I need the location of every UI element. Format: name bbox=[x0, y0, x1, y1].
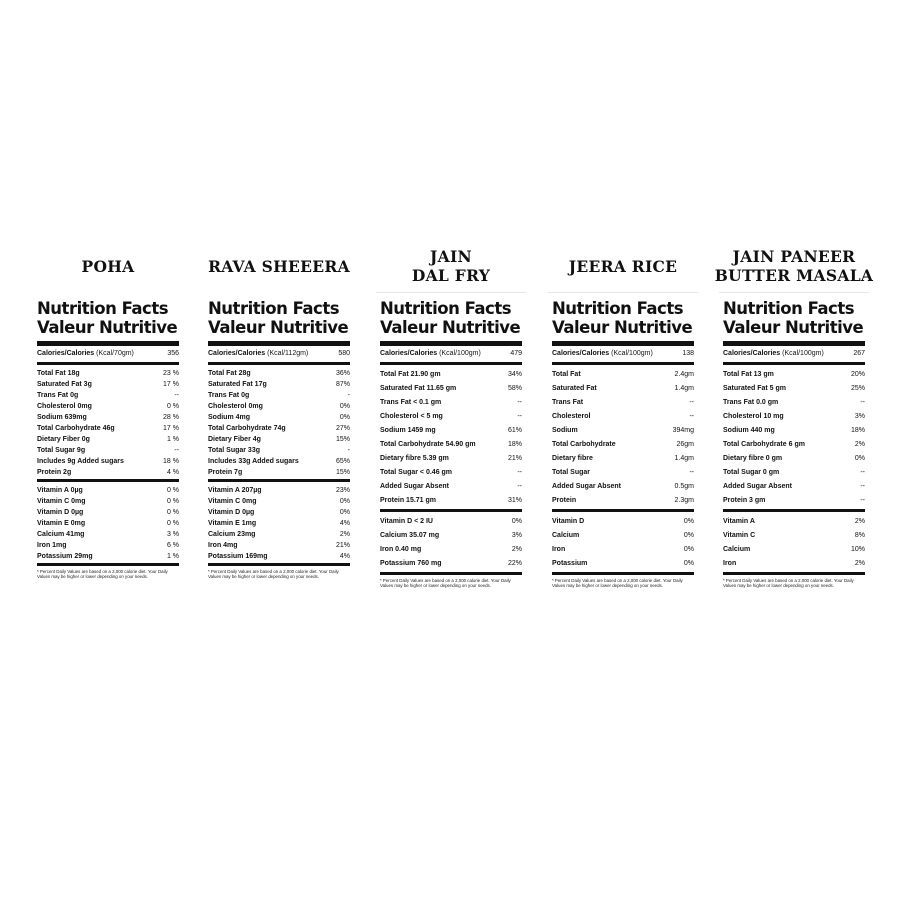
vitamin-row bbox=[380, 543, 522, 557]
nutrient-row bbox=[723, 424, 865, 438]
nutrient-name: Added Sugar Absent bbox=[723, 483, 792, 490]
nutrient-row bbox=[723, 396, 865, 410]
nutrient-row bbox=[380, 466, 522, 480]
vitamin-row bbox=[37, 485, 179, 496]
valeur-nutritive-heading: Valeur Nutritive bbox=[380, 318, 521, 337]
nutrient-row bbox=[208, 401, 350, 412]
calories-row bbox=[208, 346, 350, 362]
nutrient-name: Total Carbohydrate 74g bbox=[208, 425, 286, 432]
nutrient-row bbox=[380, 410, 522, 424]
vitamin-name: Iron bbox=[552, 546, 566, 553]
nutrient-value: 25% bbox=[850, 385, 865, 392]
calories-label: Calories/Calories bbox=[552, 350, 610, 357]
nutrient-value: 18% bbox=[507, 441, 522, 448]
vitamin-list bbox=[380, 512, 522, 572]
vitamin-name: Iron 1mg bbox=[37, 542, 67, 549]
nutrient-row bbox=[723, 466, 865, 480]
vitamin-name: Vitamin D bbox=[552, 518, 585, 525]
vitamin-row bbox=[208, 518, 350, 529]
vitamin-value: 2% bbox=[511, 546, 522, 553]
vitamin-name: Potassium 29mg bbox=[37, 553, 93, 560]
vitamin-name: Iron 0.40 mg bbox=[380, 546, 422, 553]
product-title-line: JEERA RICE bbox=[568, 256, 678, 276]
vitamin-list bbox=[552, 512, 694, 572]
footnote: * Percent Daily Values are based on a 2,000 calorie diet. Your Daily Values may be higher or lower depending on your needs. bbox=[723, 578, 854, 589]
nutrient-list bbox=[208, 365, 350, 479]
vitamin-name: Vitamin D < 2 IU bbox=[380, 518, 433, 525]
nutrient-row bbox=[380, 480, 522, 494]
nutrient-name: Total Carbohydrate 54.90 gm bbox=[380, 441, 476, 448]
vitamin-name: Calcium 23mg bbox=[208, 531, 256, 538]
valeur-nutritive-heading: Valeur Nutritive bbox=[208, 318, 349, 337]
nutrient-row bbox=[37, 423, 179, 434]
nutrient-value: 394mg bbox=[672, 427, 694, 434]
vitamin-row bbox=[37, 507, 179, 518]
vitamin-name: Calcium bbox=[552, 532, 580, 539]
nutrient-row bbox=[208, 423, 350, 434]
nutrient-name: Cholesterol < 5 mg bbox=[380, 413, 443, 420]
nutrient-value: -- bbox=[517, 399, 522, 406]
vitamin-row bbox=[552, 515, 694, 529]
nutrition-facts-table bbox=[552, 293, 694, 589]
vitamin-value: 0% bbox=[511, 518, 522, 525]
calories-value: 580 bbox=[338, 350, 350, 357]
valeur-nutritive-heading: Valeur Nutritive bbox=[552, 318, 693, 337]
nutrient-name: Total Fat 21.90 gm bbox=[380, 371, 441, 378]
nutrient-name: Dietary Fiber 0g bbox=[37, 436, 90, 443]
vitamin-value: 0% bbox=[683, 560, 694, 567]
vitamin-name: Vitamin A bbox=[723, 518, 755, 525]
nutrient-row bbox=[37, 368, 179, 379]
nutrient-row bbox=[208, 467, 350, 478]
vitamin-row bbox=[380, 515, 522, 529]
vitamin-name: Calcium bbox=[723, 546, 751, 553]
nutrient-name: Total Sugar bbox=[552, 469, 590, 476]
nutrient-value: -- bbox=[860, 469, 865, 476]
vitamin-value: 0% bbox=[683, 518, 694, 525]
vitamin-row bbox=[723, 543, 865, 557]
nutrient-value: 0% bbox=[339, 414, 350, 421]
nutrition-panel-rava-sheeera bbox=[208, 240, 350, 580]
nutrient-name: Total Sugar 0 gm bbox=[723, 469, 780, 476]
nutrient-row bbox=[208, 445, 350, 456]
nutrient-name: Protein 2g bbox=[37, 469, 72, 476]
nutrient-name: Includes 33g Added sugars bbox=[208, 458, 299, 465]
vitamin-value: 2% bbox=[854, 518, 865, 525]
nutrient-value: 1 % bbox=[166, 436, 179, 443]
nutrient-row bbox=[37, 456, 179, 467]
nutrient-name: Trans Fat 0g bbox=[37, 392, 79, 399]
nutrient-name: Protein 3 gm bbox=[723, 497, 766, 504]
nutrient-row bbox=[723, 438, 865, 452]
nutrient-row bbox=[723, 494, 865, 508]
nutrient-name: Cholesterol 0mg bbox=[37, 403, 92, 410]
nutrient-value: 18% bbox=[850, 427, 865, 434]
nutrient-row bbox=[380, 424, 522, 438]
nutrient-row bbox=[37, 467, 179, 478]
nutrient-value: 17 % bbox=[163, 381, 179, 388]
nutrient-list bbox=[37, 365, 179, 479]
nutrient-row bbox=[37, 412, 179, 423]
nutrient-row bbox=[552, 368, 694, 382]
nutrient-name: Total Fat 18g bbox=[37, 370, 80, 377]
nutrient-value: 58% bbox=[507, 385, 522, 392]
vitamin-row bbox=[723, 515, 865, 529]
nutrient-row bbox=[380, 438, 522, 452]
nutrient-row bbox=[552, 494, 694, 508]
vitamin-name: Potassium 169mg bbox=[208, 553, 268, 560]
nutrient-row bbox=[552, 424, 694, 438]
vitamin-value: 6 % bbox=[166, 542, 179, 549]
nutrient-row bbox=[37, 390, 179, 401]
nutrient-name: Sodium bbox=[552, 427, 578, 434]
nutrient-name: Sodium 440 mg bbox=[723, 427, 775, 434]
nutrient-value: -- bbox=[860, 483, 865, 490]
nutrient-value: 2.4gm bbox=[674, 371, 694, 378]
vitamin-value: 0% bbox=[339, 509, 350, 516]
nutrient-name: Dietary Fiber 4g bbox=[208, 436, 261, 443]
nutrient-value: 34% bbox=[507, 371, 522, 378]
product-title bbox=[37, 240, 179, 292]
nutrient-value: 36% bbox=[335, 370, 350, 377]
nutrient-name: Saturated Fat bbox=[552, 385, 597, 392]
nutrient-value: -- bbox=[689, 413, 694, 420]
vitamin-row bbox=[37, 518, 179, 529]
nutrient-name: Saturated Fat 11.65 gm bbox=[380, 385, 457, 392]
vitamin-name: Vitamin D 0µg bbox=[208, 509, 255, 516]
nutrient-value: -- bbox=[517, 469, 522, 476]
nutrient-value: 1.4gm bbox=[674, 385, 694, 392]
vitamin-row bbox=[723, 557, 865, 571]
vitamin-row bbox=[208, 540, 350, 551]
valeur-nutritive-heading: Valeur Nutritive bbox=[37, 318, 178, 337]
nutrient-row bbox=[380, 382, 522, 396]
nutrient-value: 1.4gm bbox=[674, 455, 694, 462]
nutrition-panel-jeera-rice bbox=[552, 240, 694, 589]
nutrient-value: 23 % bbox=[163, 370, 179, 377]
nutrient-name: Total Fat 28g bbox=[208, 370, 251, 377]
nutrition-facts-table bbox=[37, 293, 179, 580]
nutrient-list bbox=[723, 365, 865, 509]
valeur-nutritive-heading: Valeur Nutritive bbox=[723, 318, 864, 337]
nutrient-value: 2% bbox=[854, 441, 865, 448]
nutrient-row bbox=[208, 456, 350, 467]
product-title-line: DAL FRY bbox=[411, 266, 491, 285]
nutrient-value: 0% bbox=[339, 403, 350, 410]
nutrient-list bbox=[552, 365, 694, 509]
nutrition-panel-jain-paneer-butter-masala bbox=[714, 240, 874, 589]
vitamin-value: 0% bbox=[683, 532, 694, 539]
product-title bbox=[208, 240, 350, 292]
nutrient-row bbox=[37, 434, 179, 445]
vitamin-name: Vitamin A 0µg bbox=[37, 487, 83, 494]
vitamin-value: 3% bbox=[511, 532, 522, 539]
nutrient-value: 15% bbox=[335, 469, 350, 476]
vitamin-name: Iron bbox=[723, 560, 737, 567]
nutrition-panel-poha bbox=[37, 240, 179, 580]
nutrient-name: Added Sugar Absent bbox=[380, 483, 449, 490]
nutrient-name: Total Fat 13 gm bbox=[723, 371, 774, 378]
nutrient-row bbox=[380, 368, 522, 382]
nutrition-facts-heading: Nutrition Facts bbox=[723, 299, 855, 318]
calories-row bbox=[552, 346, 694, 362]
calories-value: 138 bbox=[682, 350, 694, 357]
nutrient-value: - bbox=[347, 392, 350, 399]
nutrient-name: Trans Fat < 0.1 gm bbox=[380, 399, 442, 406]
nutrient-value: 28 % bbox=[163, 414, 179, 421]
nutrient-row bbox=[723, 382, 865, 396]
calories-label: Calories/Calories bbox=[380, 350, 438, 357]
nutrient-name: Cholesterol bbox=[552, 413, 591, 420]
nutrient-name: Protein 7g bbox=[208, 469, 243, 476]
nutrient-name: Total Carbohydrate 46g bbox=[37, 425, 115, 432]
product-title-line: POHA bbox=[81, 256, 135, 276]
nutrition-facts-heading: Nutrition Facts bbox=[380, 299, 512, 318]
nutrient-row bbox=[723, 410, 865, 424]
vitamin-row bbox=[552, 543, 694, 557]
nutrient-value: -- bbox=[174, 392, 179, 399]
calories-unit: (Kcal/112gm) bbox=[267, 350, 309, 357]
calories-unit: (Kcal/100gm) bbox=[611, 350, 653, 357]
vitamin-name: Potassium bbox=[552, 560, 588, 567]
vitamin-value: 0% bbox=[339, 498, 350, 505]
nutrient-row bbox=[37, 445, 179, 456]
vitamin-row bbox=[552, 557, 694, 571]
vitamin-name: Vitamin A 207µg bbox=[208, 487, 262, 494]
vitamin-name: Vitamin C bbox=[723, 532, 756, 539]
nutrient-value: 27% bbox=[335, 425, 350, 432]
vitamin-name: Vitamin E 0mg bbox=[37, 520, 86, 527]
vitamin-row bbox=[723, 529, 865, 543]
vitamin-name: Vitamin E 1mg bbox=[208, 520, 257, 527]
nutrient-name: Total Carbohydrate bbox=[552, 441, 616, 448]
product-title-line: JAIN PANEER bbox=[732, 247, 856, 266]
nutrition-panel-jain-dal-fry bbox=[380, 240, 522, 589]
vitamin-row bbox=[208, 551, 350, 562]
vitamin-name: Calcium 35.07 mg bbox=[380, 532, 440, 539]
vitamin-row bbox=[208, 507, 350, 518]
calories-row bbox=[380, 346, 522, 362]
nutrient-name: Added Sugar Absent bbox=[552, 483, 621, 490]
vitamin-value: 0% bbox=[683, 546, 694, 553]
nutrient-value: 0% bbox=[854, 455, 865, 462]
vitamin-value: 2% bbox=[339, 531, 350, 538]
product-title-line: JAIN bbox=[430, 247, 472, 266]
vitamin-name: Vitamin D 0µg bbox=[37, 509, 84, 516]
vitamin-row bbox=[208, 485, 350, 496]
vitamin-value: 0 % bbox=[166, 509, 179, 516]
nutrient-value: 2.3gm bbox=[674, 497, 694, 504]
nutrient-list bbox=[380, 365, 522, 509]
nutrient-name: Cholesterol 10 mg bbox=[723, 413, 784, 420]
vitamin-value: 4% bbox=[339, 520, 350, 527]
nutrient-value: 18 % bbox=[163, 458, 179, 465]
vitamin-list bbox=[208, 482, 350, 563]
product-title bbox=[714, 240, 874, 292]
calories-label: Calories/Calories bbox=[723, 350, 781, 357]
vitamin-value: 8% bbox=[854, 532, 865, 539]
nutrient-name: Protein 15.71 gm bbox=[380, 497, 437, 504]
calories-label: Calories/Calories bbox=[208, 350, 266, 357]
nutrient-name: Trans Fat bbox=[552, 399, 584, 406]
nutrient-value: 87% bbox=[335, 381, 350, 388]
nutrient-value: - bbox=[347, 447, 350, 454]
nutrient-value: 0 % bbox=[166, 403, 179, 410]
nutrient-row bbox=[552, 452, 694, 466]
nutrient-name: Dietary fibre 5.39 gm bbox=[380, 455, 449, 462]
vitamin-value: 2% bbox=[854, 560, 865, 567]
vitamin-value: 22% bbox=[507, 560, 522, 567]
vitamin-name: Vitamin C 0mg bbox=[208, 498, 257, 505]
nutrient-name: Dietary fibre bbox=[552, 455, 593, 462]
vitamin-list bbox=[723, 512, 865, 572]
nutrient-value: -- bbox=[860, 399, 865, 406]
calories-value: 356 bbox=[167, 350, 179, 357]
vitamin-row bbox=[37, 529, 179, 540]
nutrient-name: Saturated Fat 5 gm bbox=[723, 385, 787, 392]
nutrient-name: Total Carbohydrate 6 gm bbox=[723, 441, 805, 448]
footnote: * Percent Daily Values are based on a 2,000 calorie diet. Your Daily Values may be higher or lower depending on your needs. bbox=[208, 569, 339, 580]
calories-unit: (Kcal/100gm) bbox=[439, 350, 481, 357]
footnote: * Percent Daily Values are based on a 2,000 calorie diet. Your Daily Values may be higher or lower depending on your needs. bbox=[552, 578, 683, 589]
nutrient-value: 65% bbox=[335, 458, 350, 465]
nutrient-row bbox=[552, 466, 694, 480]
nutrient-name: Includes 9g Added sugars bbox=[37, 458, 124, 465]
nutrient-value: 26gm bbox=[676, 441, 694, 448]
nutrient-name: Sodium 639mg bbox=[37, 414, 87, 421]
nutrient-value: -- bbox=[860, 497, 865, 504]
nutrition-facts-heading: Nutrition Facts bbox=[208, 299, 340, 318]
product-title bbox=[552, 240, 694, 292]
product-title-line: RAVA SHEEERA bbox=[208, 256, 350, 276]
nutrient-row bbox=[552, 382, 694, 396]
nutrient-value: 3% bbox=[854, 413, 865, 420]
nutrient-row bbox=[208, 368, 350, 379]
nutrient-row bbox=[552, 410, 694, 424]
nutrient-name: Saturated Fat 3g bbox=[37, 381, 92, 388]
nutrient-name: Total Sugar < 0.46 gm bbox=[380, 469, 453, 476]
vitamin-name: Potassium 760 mg bbox=[380, 560, 442, 567]
nutrition-facts-table bbox=[723, 293, 865, 589]
vitamin-list bbox=[37, 482, 179, 563]
nutrient-value: -- bbox=[174, 447, 179, 454]
nutrient-row bbox=[208, 390, 350, 401]
nutrient-row bbox=[208, 412, 350, 423]
nutrient-value: -- bbox=[517, 483, 522, 490]
nutrient-value: 0.5gm bbox=[674, 483, 694, 490]
nutrient-name: Trans Fat 0.0 gm bbox=[723, 399, 779, 406]
nutrient-row bbox=[208, 379, 350, 390]
footnote: * Percent Daily Values are based on a 2,000 calorie diet. Your Daily Values may be higher or lower depending on your needs. bbox=[37, 569, 168, 580]
vitamin-value: 10% bbox=[850, 546, 865, 553]
calories-unit: (Kcal/70gm) bbox=[96, 350, 134, 357]
vitamin-row bbox=[208, 496, 350, 507]
nutrient-name: Total Fat bbox=[552, 371, 581, 378]
nutrient-row bbox=[380, 494, 522, 508]
product-title-line: BUTTER MASALA bbox=[714, 266, 874, 285]
calories-value: 267 bbox=[853, 350, 865, 357]
vitamin-value: 0 % bbox=[166, 520, 179, 527]
nutrient-name: Total Sugar 9g bbox=[37, 447, 86, 454]
nutrient-value: 61% bbox=[507, 427, 522, 434]
nutrient-value: 31% bbox=[507, 497, 522, 504]
vitamin-value: 23% bbox=[335, 487, 350, 494]
nutrient-value: 17 % bbox=[163, 425, 179, 432]
nutrient-row bbox=[723, 480, 865, 494]
vitamin-value: 1 % bbox=[166, 553, 179, 560]
calories-label: Calories/Calories bbox=[37, 350, 95, 357]
nutrient-name: Protein bbox=[552, 497, 577, 504]
nutrient-row bbox=[552, 480, 694, 494]
vitamin-value: 4% bbox=[339, 553, 350, 560]
nutrition-facts-table bbox=[208, 293, 350, 580]
nutrient-value: -- bbox=[689, 469, 694, 476]
nutrient-row bbox=[380, 396, 522, 410]
nutrition-facts-table bbox=[380, 293, 522, 589]
nutrition-facts-heading: Nutrition Facts bbox=[552, 299, 684, 318]
calories-row bbox=[723, 346, 865, 362]
nutrient-row bbox=[380, 452, 522, 466]
nutrient-name: Saturated Fat 17g bbox=[208, 381, 267, 388]
footnote: * Percent Daily Values are based on a 2,000 calorie diet. Your Daily Values may be higher or lower depending on your needs. bbox=[380, 578, 511, 589]
vitamin-value: 21% bbox=[335, 542, 350, 549]
nutrient-row bbox=[37, 401, 179, 412]
calories-row bbox=[37, 346, 179, 362]
nutrient-row bbox=[552, 396, 694, 410]
vitamin-row bbox=[552, 529, 694, 543]
nutrient-name: Cholesterol 0mg bbox=[208, 403, 263, 410]
vitamin-name: Calcium 41mg bbox=[37, 531, 85, 538]
vitamin-row bbox=[37, 540, 179, 551]
vitamin-row bbox=[380, 529, 522, 543]
nutrient-name: Sodium 1459 mg bbox=[380, 427, 436, 434]
vitamin-value: 0 % bbox=[166, 498, 179, 505]
nutrient-value: 15% bbox=[335, 436, 350, 443]
vitamin-row bbox=[37, 551, 179, 562]
nutrient-name: Dietary fibre 0 gm bbox=[723, 455, 783, 462]
nutrient-value: -- bbox=[689, 399, 694, 406]
nutrient-row bbox=[208, 434, 350, 445]
nutrient-row bbox=[37, 379, 179, 390]
nutrient-row bbox=[723, 368, 865, 382]
vitamin-value: 0 % bbox=[166, 487, 179, 494]
nutrient-value: 20% bbox=[850, 371, 865, 378]
vitamin-name: Vitamin C 0mg bbox=[37, 498, 86, 505]
vitamin-row bbox=[37, 496, 179, 507]
vitamin-row bbox=[380, 557, 522, 571]
nutrient-row bbox=[723, 452, 865, 466]
nutrient-name: Total Sugar 33g bbox=[208, 447, 260, 454]
vitamin-name: Iron 4mg bbox=[208, 542, 238, 549]
nutrient-name: Sodium 4mg bbox=[208, 414, 251, 421]
vitamin-value: 3 % bbox=[166, 531, 179, 538]
nutrient-value: -- bbox=[517, 413, 522, 420]
nutrient-value: 21% bbox=[507, 455, 522, 462]
calories-unit: (Kcal/100gm) bbox=[782, 350, 824, 357]
nutrient-name: Trans Fat 0g bbox=[208, 392, 250, 399]
product-title bbox=[380, 240, 522, 292]
nutrient-row bbox=[552, 438, 694, 452]
calories-value: 479 bbox=[510, 350, 522, 357]
nutrient-value: 4 % bbox=[166, 469, 179, 476]
vitamin-row bbox=[208, 529, 350, 540]
nutrition-facts-heading: Nutrition Facts bbox=[37, 299, 169, 318]
